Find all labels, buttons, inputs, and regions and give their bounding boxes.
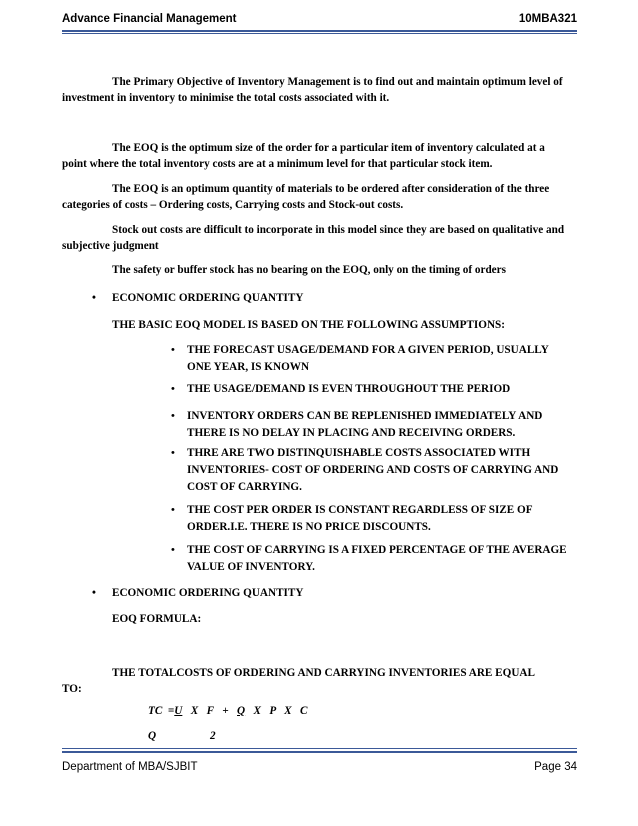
paragraph-stockout: Stock out costs are difficult to incorporate in this model since they are based on qualitative and subjective judgment (62, 224, 565, 252)
paragraph-objective: The Primary Objective of Inventory Management is to find out and maintain optimum level of investment in inventory to minimise the total costs associated with it. (62, 76, 563, 104)
bullet-marker: • (92, 587, 96, 599)
header-title: Advance Financial Management (62, 13, 237, 25)
header-code: 10MBA321 (518, 13, 577, 25)
list-bullet: • (171, 383, 175, 395)
assumptions-heading: THE BASIC EOQ MODEL IS BASED ON THE FOLLOWING ASSUMPTIONS: (112, 319, 505, 331)
formula-tc: TC = (148, 705, 175, 717)
formula-part: X P X C (245, 705, 308, 717)
formula-denominator-q: Q (148, 730, 157, 742)
header-rule-thin (62, 33, 577, 34)
total-costs-line: THE TOTALCOSTS OF ORDERING AND CARRYING INVENTORIES ARE EQUAL (112, 667, 535, 679)
list-bullet: • (171, 410, 175, 422)
list-bullet: • (171, 504, 175, 516)
eoq-formula-label: EOQ FORMULA: (112, 613, 202, 625)
paragraph-eoq-quantity: The EOQ is an optimum quantity of materials to be ordered after consideration of the three categories of costs – Ordering costs, Carrying costs and Stock-out costs. (62, 183, 550, 211)
bullet-marker: • (92, 292, 96, 304)
assumption-item: THE USAGE/DEMAND IS EVEN THROUGHOUT THE PERIOD (187, 383, 511, 395)
formula-denominator-2: 2 (210, 730, 216, 742)
assumption-item: THRE ARE TWO DISTINQUISHABLE COSTS ASSOCIATED WITH INVENTORIES- COST OF ORDERING AND COSTS OF CARRYING AND COST OF CARRYING. (187, 447, 559, 493)
assumption-item: THE COST PER ORDER IS CONSTANT REGARDLESS OF SIZE OF ORDER.I.E. THERE IS NO PRICE DISCOUNTS. (187, 504, 533, 533)
paragraph-safety-stock: The safety or buffer stock has no bearing on the EOQ, only on the timing of orders (112, 264, 506, 276)
footer-page-number: Page 34 (534, 761, 577, 773)
list-bullet: • (171, 447, 175, 459)
header-rule (62, 30, 577, 32)
section-title-eoq: ECONOMIC ORDERING QUANTITY (112, 292, 304, 304)
tc-formula (148, 705, 308, 717)
section-title-eoq-2: ECONOMIC ORDERING QUANTITY (112, 587, 304, 599)
page-header (62, 13, 577, 25)
formula-q: Q (237, 705, 246, 717)
assumption-item: THE FORECAST USAGE/DEMAND FOR A GIVEN PERIOD, USUALLY ONE YEAR, IS KNOWN (187, 344, 549, 373)
footer-rule-thick (62, 751, 577, 753)
assumption-item: THE COST OF CARRYING IS A FIXED PERCENTAGE OF THE AVERAGE VALUE OF INVENTORY. (187, 544, 567, 573)
footer-department: Department of MBA/SJBIT (62, 761, 198, 773)
list-bullet: • (171, 344, 175, 356)
list-bullet: • (171, 544, 175, 556)
formula-part: X F + (182, 705, 238, 717)
page-footer (62, 761, 577, 773)
assumption-item: INVENTORY ORDERS CAN BE REPLENISHED IMMEDIATELY AND THERE IS NO DELAY IN PLACING AND RECEIVING ORDERS. (187, 410, 543, 439)
formula-u: U (174, 705, 183, 717)
footer-rule (62, 748, 577, 749)
total-costs-line-end: TO: (62, 683, 82, 695)
paragraph-eoq-definition: The EOQ is the optimum size of the order for a particular item of inventory calculated at a point where the total inventory costs are at a minimum level for that particular stock item. (62, 142, 545, 170)
